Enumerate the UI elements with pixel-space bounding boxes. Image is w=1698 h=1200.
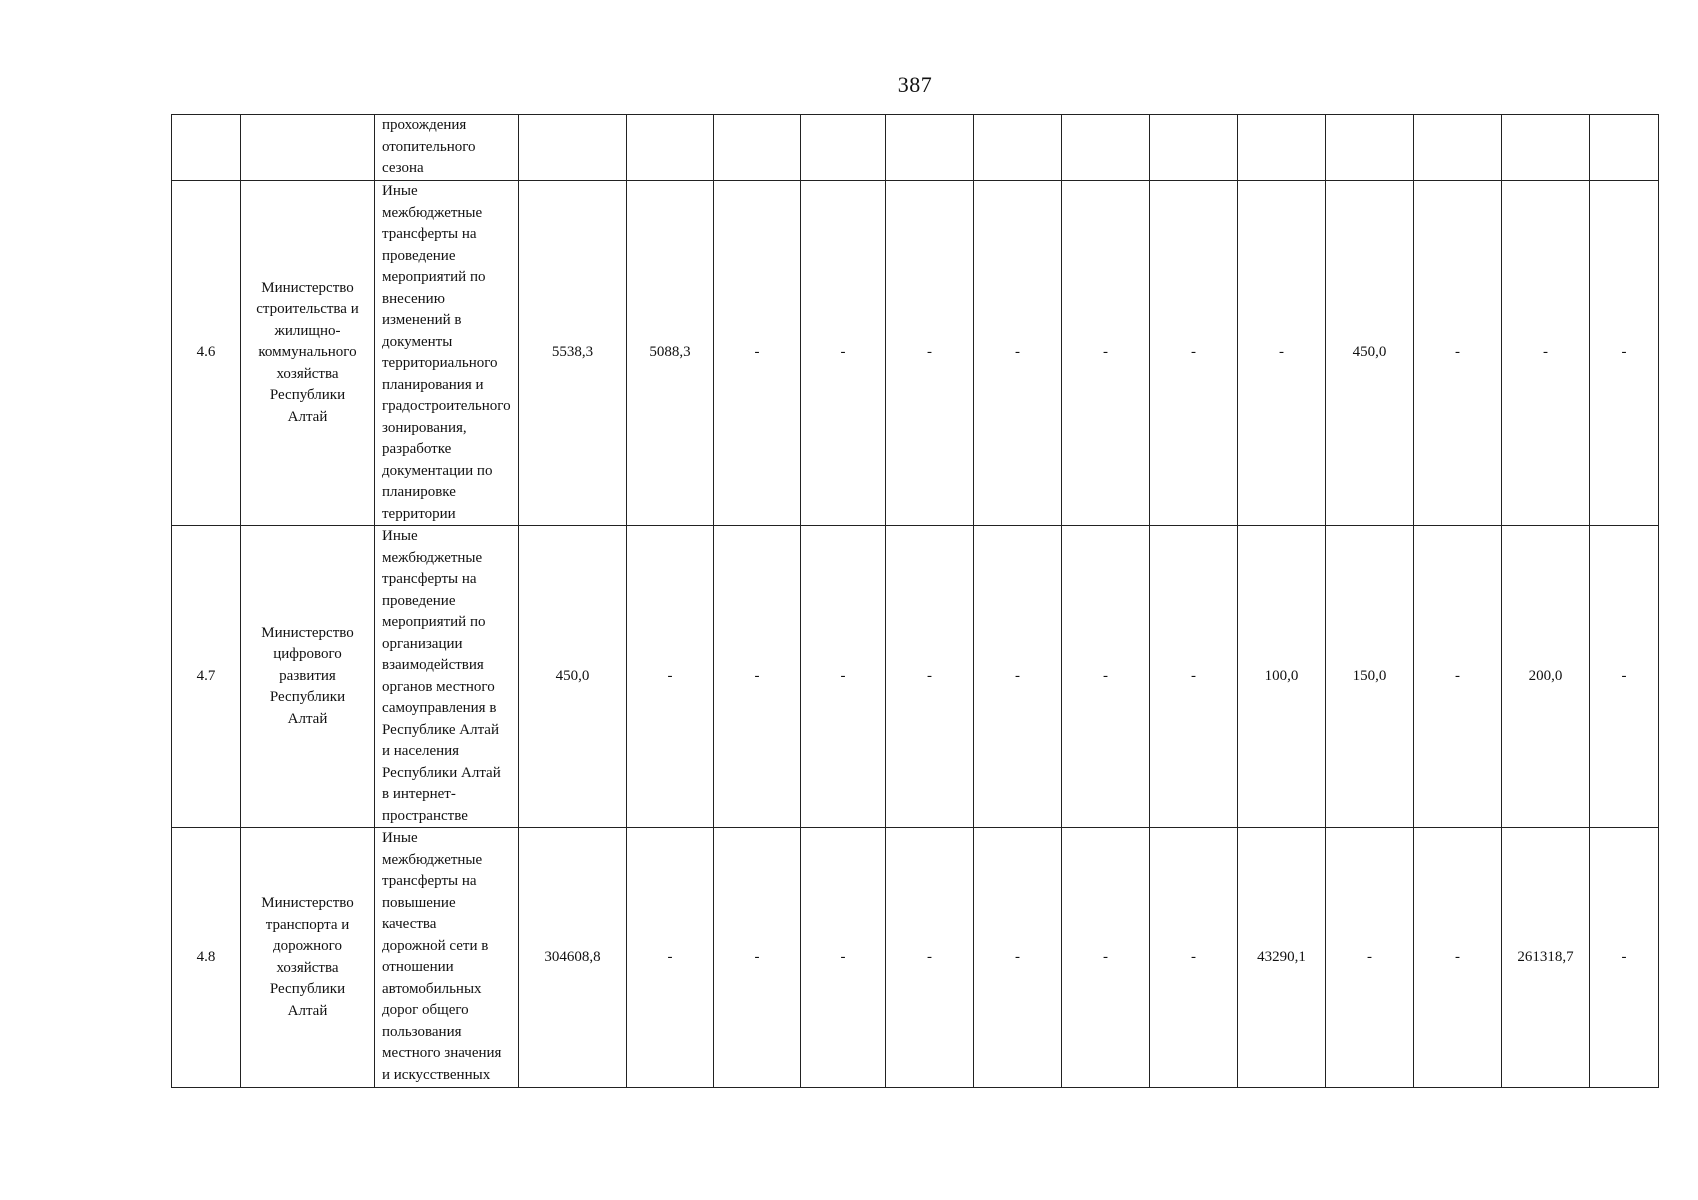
value-cell: - (1062, 828, 1150, 1088)
table-row (172, 115, 1659, 181)
value-cell: - (801, 526, 886, 828)
value-cell: - (627, 526, 714, 828)
value-cell: - (714, 828, 801, 1088)
organization-line: дорожного (273, 938, 342, 954)
value-cell: 100,0 (1238, 526, 1326, 828)
description-line: дорожной сети в (382, 937, 489, 954)
value-cell: - (886, 828, 974, 1088)
value-cell: - (627, 828, 714, 1088)
value-cell: - (1590, 526, 1659, 828)
value-cell (519, 115, 627, 181)
description-line: проведение (382, 592, 456, 609)
description-line: пространстве (382, 807, 468, 824)
value-cell: - (801, 828, 886, 1088)
value-cell: - (1414, 181, 1502, 526)
organization-line: транспорта и (265, 916, 350, 933)
value-cell: - (1414, 526, 1502, 828)
value-cell: 450,0 (1326, 181, 1414, 526)
value-cell: 304608,8 (519, 828, 627, 1088)
organization-cell (241, 828, 375, 1088)
description-line: документации по (382, 462, 493, 479)
value-cell (801, 115, 886, 181)
value-cell (974, 115, 1062, 181)
value-cell: - (1502, 181, 1590, 526)
description-line: внесению (382, 290, 445, 307)
value-cell: - (714, 181, 801, 526)
description-line: местного значения (382, 1045, 502, 1061)
value-cell (1414, 115, 1502, 181)
organization-line: коммунального (258, 344, 357, 361)
organization-line: Министерство (261, 895, 354, 911)
description-line: самоуправления в (382, 700, 497, 716)
organization-cell (241, 181, 375, 526)
value-cell: - (886, 526, 974, 828)
description-line: планирования и (382, 376, 484, 393)
value-cell: - (1150, 526, 1238, 828)
table-row (172, 526, 1659, 828)
value-cell: - (714, 526, 801, 828)
organization-line: Министерство (261, 279, 354, 296)
value-cell: 43290,1 (1238, 828, 1326, 1088)
value-cell: - (1238, 181, 1326, 526)
organization-cell (241, 526, 375, 828)
value-cell: - (1062, 181, 1150, 526)
value-cell: - (1062, 526, 1150, 828)
value-cell: 450,0 (519, 526, 627, 828)
description-line: отношении (382, 959, 454, 975)
table-row (172, 828, 1659, 1088)
description-line: повышение (382, 894, 456, 911)
description-line: территориального (382, 355, 498, 371)
description-line: изменений в (382, 312, 462, 328)
value-cell: - (974, 828, 1062, 1088)
organization-line: хозяйства (276, 365, 339, 382)
description-cell (375, 181, 519, 526)
organization-line: цифрового (273, 646, 342, 663)
description-line: качества (382, 916, 437, 932)
description-line: Республике Алтай (382, 721, 499, 738)
row-number-cell: 4.6 (172, 181, 241, 526)
description-line: дорог общего (382, 1002, 469, 1018)
value-cell: 5088,3 (627, 181, 714, 526)
description-cell (375, 526, 519, 828)
description-line: территории (382, 505, 456, 522)
description-line: прохождения (382, 117, 467, 133)
description-line: взаимодействия (382, 657, 484, 673)
budget-table (171, 114, 1659, 1088)
value-cell (886, 115, 974, 181)
value-cell (1590, 115, 1659, 181)
description-line: Иные (382, 528, 418, 544)
value-cell: 261318,7 (1502, 828, 1590, 1088)
organization-line: Республики (269, 689, 346, 706)
value-cell: 5538,3 (519, 181, 627, 526)
description-line: и искусственных (382, 1066, 491, 1083)
description-line: документы (382, 333, 453, 350)
value-cell: - (1590, 828, 1659, 1088)
organization-line: Алтай (287, 1002, 328, 1019)
value-cell: - (974, 181, 1062, 526)
description-line: в интернет- (382, 786, 456, 802)
description-line: Иные (382, 830, 418, 846)
description-line: сезона (382, 160, 424, 176)
value-cell (1502, 115, 1590, 181)
table-row (172, 181, 1659, 526)
value-cell: - (1150, 828, 1238, 1088)
description-line: органов местного (382, 678, 495, 695)
value-cell (714, 115, 801, 181)
value-cell (1062, 115, 1150, 181)
organization-line: строительства и (256, 301, 359, 318)
description-line: Республики Алтай (382, 764, 501, 781)
organization-line: Республики (269, 981, 346, 997)
value-cell: - (974, 526, 1062, 828)
description-line: зонирования, (382, 419, 467, 436)
organization-line: развития (279, 667, 336, 684)
value-cell (1150, 115, 1238, 181)
description-line: проведение (382, 247, 456, 264)
value-cell: 200,0 (1502, 526, 1590, 828)
description-line: трансферты на (382, 873, 477, 889)
description-cell (375, 115, 519, 181)
description-line: градостроительного (382, 398, 511, 414)
description-line: мероприятий по (382, 614, 486, 630)
organization-line: жилищно- (274, 322, 341, 339)
value-cell: - (886, 181, 974, 526)
organization-line: хозяйства (276, 959, 339, 976)
description-line: межбюджетные (382, 204, 483, 221)
description-line: пользования (382, 1023, 462, 1040)
description-line: организации (382, 635, 463, 652)
description-line: трансферты на (382, 226, 477, 242)
organization-cell (241, 115, 375, 181)
value-cell: - (801, 181, 886, 526)
description-line: трансферты на (382, 571, 477, 587)
row-number-cell: 4.8 (172, 828, 241, 1088)
organization-line: Алтай (287, 408, 328, 425)
description-line: Иные (382, 183, 418, 199)
organization-line: Республики (269, 387, 346, 404)
row-number-cell (172, 115, 241, 181)
value-cell (1326, 115, 1414, 181)
description-cell (375, 828, 519, 1088)
description-line: межбюджетные (382, 549, 483, 566)
value-cell: - (1590, 181, 1659, 526)
description-line: автомобильных (382, 980, 482, 997)
description-line: отопительного (382, 138, 476, 155)
organization-line: Министерство (261, 624, 354, 641)
organization-line: Алтай (287, 710, 328, 727)
description-line: и населения (382, 743, 460, 759)
page-number: 387 (897, 72, 933, 97)
value-cell (627, 115, 714, 181)
description-line: межбюджетные (382, 851, 483, 868)
value-cell: - (1326, 828, 1414, 1088)
description-line: планировке (382, 484, 456, 500)
description-line: разработке (382, 441, 452, 457)
value-cell: - (1150, 181, 1238, 526)
description-line: мероприятий по (382, 269, 486, 285)
row-number-cell: 4.7 (172, 526, 241, 828)
value-cell: 150,0 (1326, 526, 1414, 828)
value-cell: - (1414, 828, 1502, 1088)
value-cell (1238, 115, 1326, 181)
